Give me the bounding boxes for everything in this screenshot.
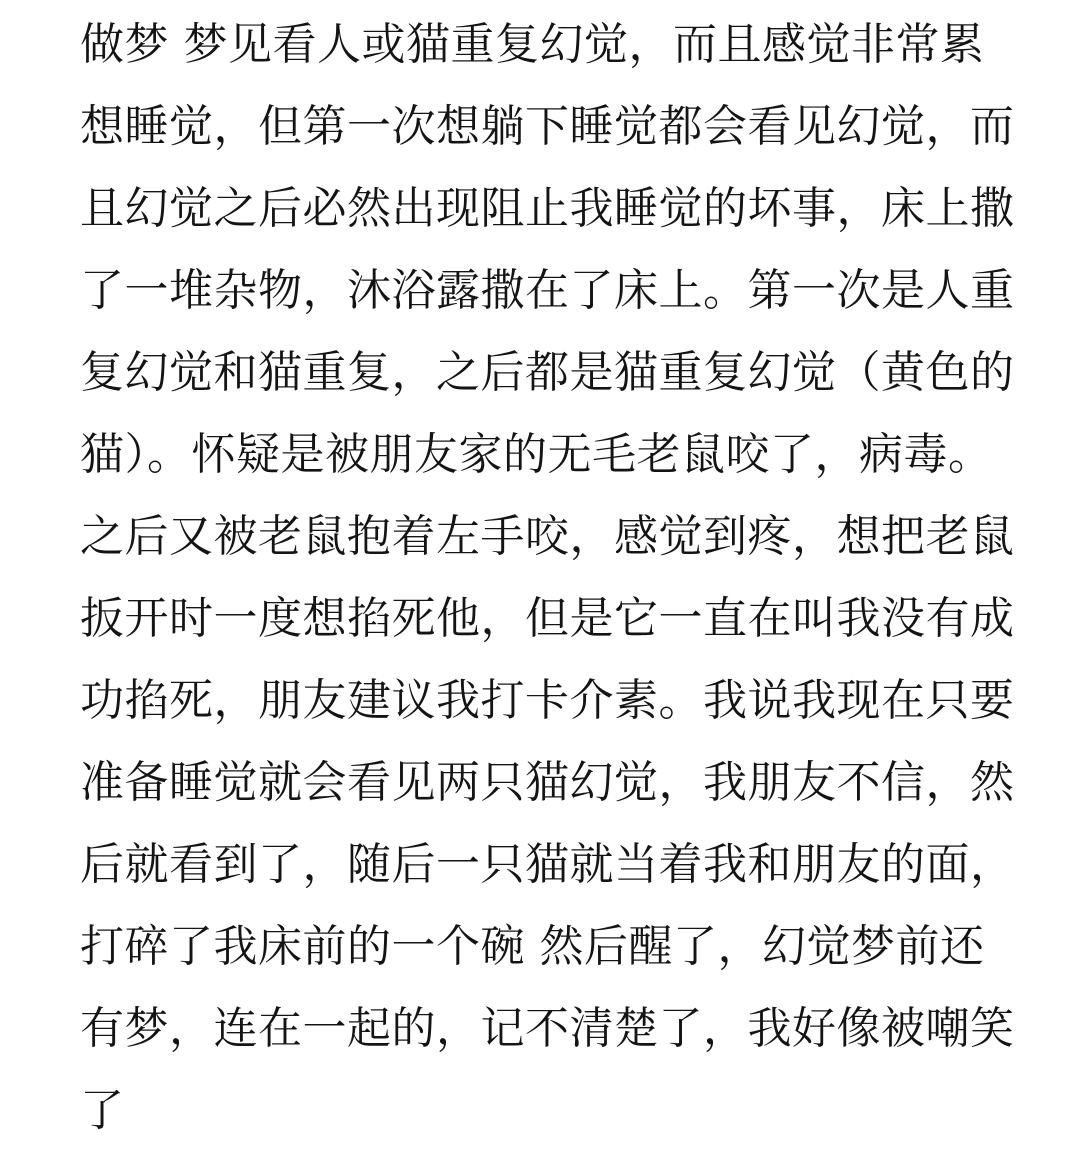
text-line: 做梦 梦见看人或猫重复幻觉，而且感觉非常累: [80, 19, 985, 70]
text-line: 复幻觉和猫重复，之后都是猫重复幻觉（黄色的: [80, 347, 1015, 398]
text-line: 之后又被老鼠抱着左手咬，感觉到疼，想把老鼠: [80, 511, 1015, 562]
text-line: 后就看到了，随后一只猫就当着我和朋友的面，: [80, 839, 1015, 890]
text-line: 打碎了我床前的一个碗 然后醒了，幻觉梦前还: [80, 921, 985, 972]
text-line: 功掐死，朋友建议我打卡介素。我说我现在只要: [80, 675, 1015, 726]
text-line: 了: [80, 1085, 125, 1136]
text-line: 且幻觉之后必然出现阻止我睡觉的坏事，床上撒: [80, 183, 1015, 234]
text-line: 猫）。怀疑是被朋友家的无毛老鼠咬了，病毒。: [80, 429, 993, 480]
text-line: 了一堆杂物，沐浴露撒在了床上。第一次是人重: [80, 265, 1015, 316]
text-line: 想睡觉，但第一次想躺下睡觉都会看见幻觉，而: [80, 101, 1015, 152]
dream-description-text: [80, 4, 1020, 1152]
text-line: 扳开时一度想掐死他，但是它一直在叫我没有成: [80, 593, 1015, 644]
text-line: 准备睡觉就会看见两只猫幻觉，我朋友不信，然: [80, 757, 1015, 808]
text-line: 有梦，连在一起的，记不清楚了，我好像被嘲笑: [80, 1003, 1015, 1054]
